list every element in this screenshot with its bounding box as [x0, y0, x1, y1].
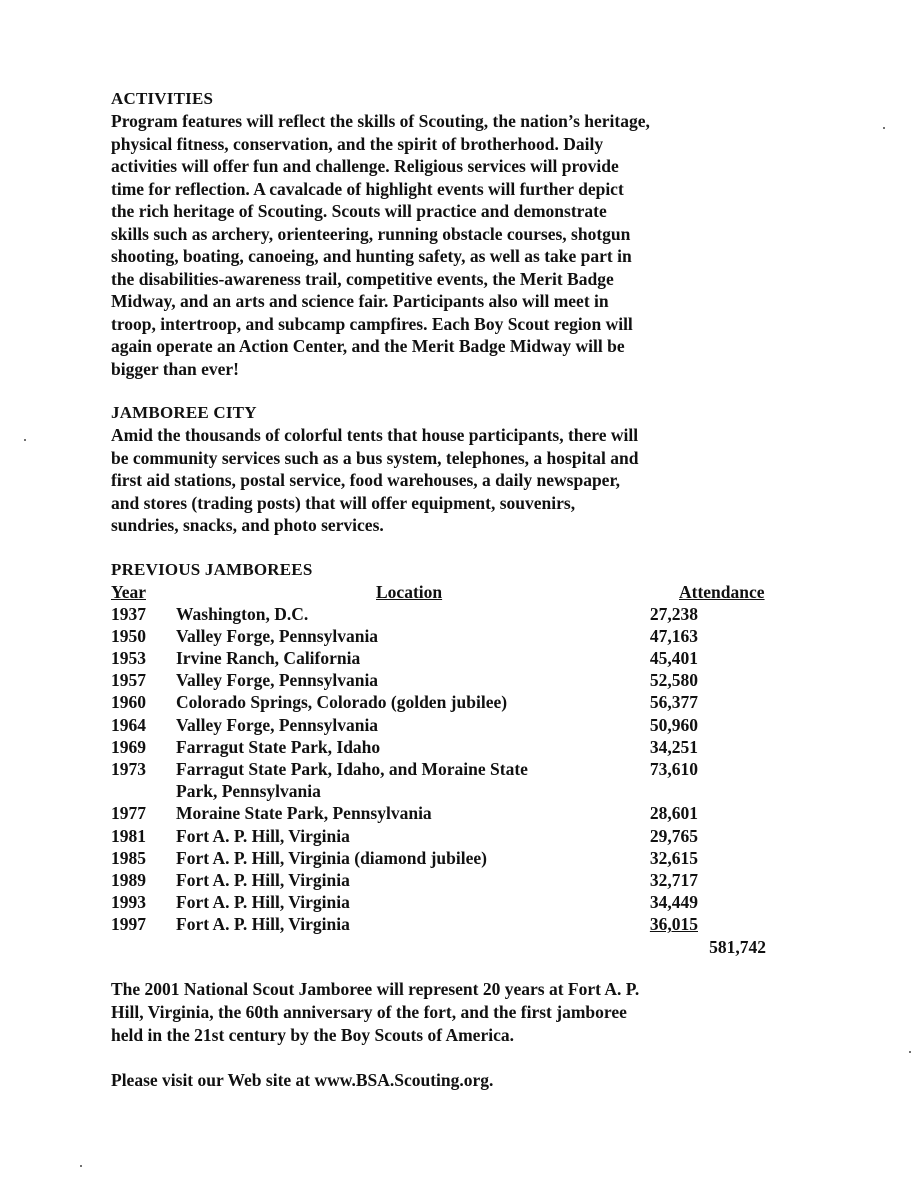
jamboree-city-line: and stores (trading posts) that will offer equipment, souvenirs, [111, 492, 576, 513]
year-cell: 1973 [111, 758, 146, 779]
activities-line: bigger than ever! [111, 358, 239, 379]
location-text: Farragut State Park, Idaho [176, 736, 381, 757]
activities-line: the disabilities-awareness trail, competitive events, the Merit Badge [111, 268, 614, 289]
year-cell: 1969 [111, 736, 146, 757]
closing-line: The 2001 National Scout Jamboree will represent 20 years at Fort A. P. [111, 978, 640, 999]
location-text: Fort A. P. Hill, Virginia [176, 825, 350, 846]
location-cell [176, 869, 616, 891]
location-cell [176, 758, 616, 802]
year-cell: 1997 [111, 914, 146, 935]
activities-line: activities will offer fun and challenge. Religious services will provide [111, 156, 619, 176]
jamboree-city-line: be community services such as a bus system, telephones, a hospital and [111, 447, 639, 468]
location-cell [176, 891, 616, 913]
scan-speck [24, 439, 26, 441]
location-text: Washington, D.C. [176, 603, 309, 624]
location-text: Valley Forge, Pennsylvania [176, 714, 379, 735]
activities-line: physical fitness, conservation, and the spirit of brotherhood. Daily [111, 133, 604, 154]
table-row [111, 869, 801, 891]
activities-line: time for reflection. A cavalcade of highlight events will further depict [111, 178, 624, 199]
year-cell: 1950 [111, 625, 146, 646]
location-cell [176, 647, 616, 669]
year-cell: 1937 [111, 603, 146, 624]
location-cell [176, 847, 616, 869]
location-cell [176, 669, 616, 691]
location-cell [176, 802, 616, 824]
activities-line: again operate an Action Center, and the Merit Badge Midway will be [111, 336, 625, 356]
previous-jamborees-heading: PREVIOUS JAMBOREES [111, 559, 313, 579]
attendance-cell: 34,449 [649, 892, 698, 913]
attendance-cell: 47,163 [649, 625, 698, 646]
closing-paragraph [111, 978, 811, 1047]
table-row [111, 802, 801, 824]
location-text: Fort A. P. Hill, Virginia [176, 892, 350, 913]
activities-heading: ACTIVITIES [111, 89, 214, 108]
attendance-cell: 28,601 [649, 803, 698, 824]
location-cell [176, 603, 616, 625]
jamboree-city-paragraph [111, 424, 811, 537]
location-text: Fort A. P. Hill, Virginia [176, 869, 350, 890]
activities-paragraph [111, 110, 811, 380]
attendance-cell: 27,238 [649, 603, 698, 624]
location-text: Fort A. P. Hill, Virginia (diamond jubilee) [176, 847, 487, 868]
table-row [111, 825, 801, 847]
year-cell: 1985 [111, 847, 146, 868]
jamboree-city-line: sundries, snacks, and photo services. [111, 515, 384, 535]
attendance-total: 581,742 [709, 936, 766, 957]
year-cell: 1964 [111, 714, 146, 735]
total-row [111, 936, 801, 958]
table-row [111, 691, 801, 713]
year-cell: 1977 [111, 803, 146, 824]
attendance-cell: 50,960 [649, 714, 698, 735]
location-column-header: Location [376, 581, 443, 602]
scan-speck [80, 1165, 82, 1167]
table-body [111, 603, 801, 936]
location-text: Moraine State Park, Pennsylvania [176, 803, 432, 824]
jamboree-city-line: Amid the thousands of colorful tents that house participants, there will [111, 425, 639, 445]
jamboree-city-section [111, 402, 811, 537]
table-row [111, 625, 801, 647]
website-notice: Please visit our Web site at www.BSA.Scouting.org. [111, 1069, 494, 1090]
location-text: Fort A. P. Hill, Virginia [176, 914, 350, 935]
closing-line: held in the 21st century by the Boy Scouts of America. [111, 1024, 514, 1045]
jamboree-city-heading: JAMBOREE CITY [111, 403, 257, 422]
location-text: Farragut State Park, Idaho, and Moraine State [176, 758, 528, 779]
table-row [111, 647, 801, 669]
year-cell: 1993 [111, 892, 146, 913]
activities-section [111, 88, 811, 380]
attendance-cell: 32,717 [649, 869, 698, 890]
table-row [111, 736, 801, 758]
table-row [111, 603, 801, 625]
activities-line: Midway, and an arts and science fair. Participants also will meet in [111, 291, 609, 311]
location-text: Valley Forge, Pennsylvania [176, 625, 379, 646]
table-row [111, 847, 801, 869]
table-row [111, 891, 801, 913]
activities-line: troop, intertroop, and subcamp campfires. Each Boy Scout region will [111, 313, 633, 334]
attendance-cell: 36,015 [649, 914, 698, 935]
year-cell: 1989 [111, 869, 146, 890]
location-cell [176, 736, 616, 758]
closing-line: Hill, Virginia, the 60th anniversary of the fort, and the first jamboree [111, 1001, 627, 1022]
attendance-cell: 52,580 [649, 670, 698, 691]
year-cell: 1953 [111, 647, 146, 668]
activities-line: shooting, boating, canoeing, and hunting safety, as well as take part in [111, 246, 632, 266]
year-cell: 1960 [111, 692, 146, 713]
attendance-cell: 29,765 [649, 825, 698, 846]
location-cell [176, 714, 616, 736]
attendance-column-header: Attendance [679, 581, 765, 602]
document-page [111, 88, 811, 1091]
attendance-cell: 34,251 [649, 736, 698, 757]
table-row [111, 669, 801, 691]
activities-line: Program features will reflect the skills of Scouting, the nation’s heritage, [111, 111, 650, 131]
attendance-cell: 73,610 [649, 758, 698, 779]
attendance-cell: 32,615 [649, 847, 698, 868]
jamboree-city-line: first aid stations, postal service, food warehouses, a daily newspaper, [111, 470, 620, 490]
location-text: Irvine Ranch, California [176, 647, 361, 668]
location-text: Valley Forge, Pennsylvania [176, 670, 379, 691]
previous-jamborees-section [111, 559, 811, 958]
attendance-cell: 56,377 [649, 692, 698, 713]
location-text-continued: Park, Pennsylvania [176, 781, 321, 802]
table-row [111, 913, 801, 935]
year-column-header: Year [111, 581, 146, 602]
year-cell: 1981 [111, 825, 146, 846]
table-row [111, 758, 801, 802]
jamborees-table [111, 581, 801, 958]
activities-line: the rich heritage of Scouting. Scouts will practice and demonstrate [111, 201, 607, 221]
table-header [111, 581, 801, 603]
attendance-cell: 45,401 [649, 647, 698, 668]
scan-speck [909, 1051, 911, 1053]
location-text: Colorado Springs, Colorado (golden jubilee) [176, 692, 508, 713]
location-cell [176, 625, 616, 647]
location-cell [176, 913, 616, 935]
table-row [111, 714, 801, 736]
year-cell: 1957 [111, 670, 146, 691]
location-cell [176, 825, 616, 847]
scan-speck [883, 127, 885, 129]
location-cell [176, 691, 616, 713]
activities-line: skills such as archery, orienteering, running obstacle courses, shotgun [111, 223, 631, 244]
